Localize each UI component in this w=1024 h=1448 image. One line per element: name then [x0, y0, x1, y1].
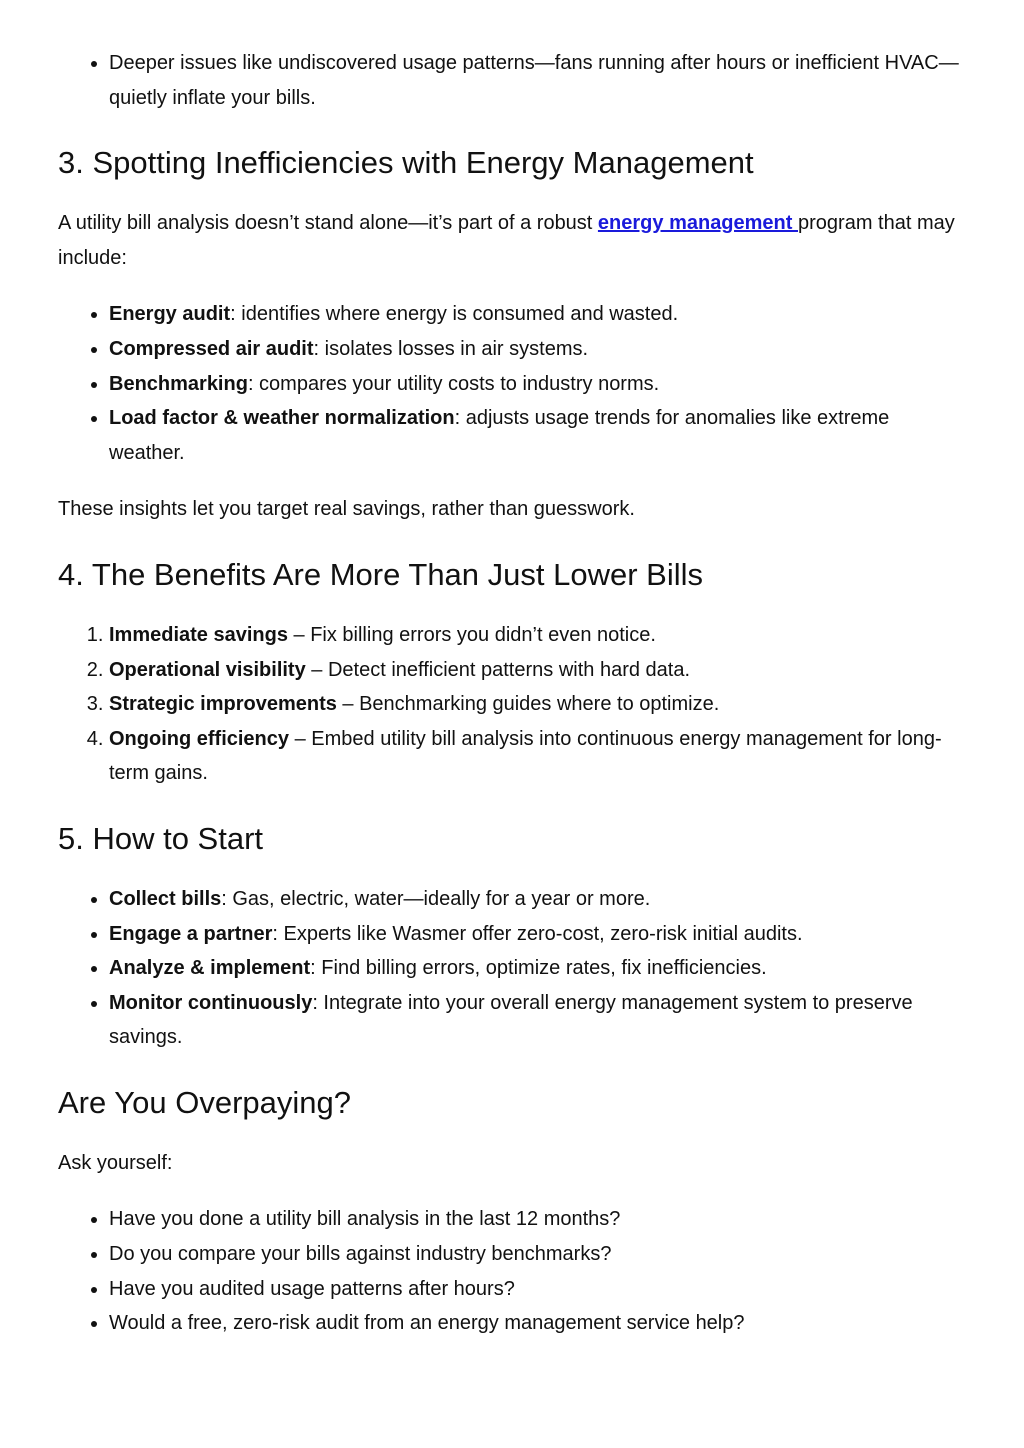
- item-text: : adjusts usage trends for anomalies like extreme weather.: [109, 407, 890, 464]
- list-item: • Deeper issues like undiscovered usage patterns—fans running after hours or inefficient HVAC—quietly inflate your bills.: [109, 46, 964, 115]
- section-3-paragraph: [58, 206, 964, 275]
- item-term: Benchmarking: [109, 372, 248, 395]
- list-item: [109, 951, 964, 986]
- item-text: : Gas, electric, water—ideally for a year or more.: [221, 887, 651, 910]
- section-6-prompt: Ask yourself:: [58, 1151, 173, 1174]
- item-text: : compares your utility costs to industry norms.: [247, 372, 660, 395]
- item-text: – Fix billing errors you didn’t even notice.: [287, 623, 656, 646]
- section-6-heading: Are You Overpaying?: [58, 1084, 351, 1120]
- paragraph-text: A utility bill analysis doesn’t stand alone—it’s part of a robust: [58, 212, 598, 235]
- item-term: Ongoing efficiency: [109, 727, 290, 750]
- item-term: Immediate savings: [109, 623, 288, 646]
- item-text: : identifies where energy is consumed and wasted.: [230, 303, 679, 326]
- list-item: [109, 332, 964, 367]
- item-term: Energy audit: [109, 303, 231, 326]
- list-item: • Do you compare your bills against industry benchmarks?: [109, 1237, 964, 1272]
- intro-list: [58, 46, 964, 115]
- list-item: [109, 653, 964, 688]
- section-6-list: [58, 1202, 964, 1340]
- item-term: Operational visibility: [109, 658, 306, 681]
- section-4-list: [58, 618, 964, 791]
- list-item: [109, 687, 964, 722]
- item-text: : isolates losses in air systems.: [313, 337, 589, 360]
- item-text: : Integrate into your overall energy management system to preserve savings.: [109, 991, 913, 1049]
- list-item: [109, 618, 964, 653]
- item-term: Analyze & implement: [109, 957, 311, 980]
- item-text: – Embed utility bill analysis into continuous energy management for long-term gains.: [109, 727, 942, 785]
- list-item: [109, 401, 964, 470]
- list-item: [109, 917, 964, 952]
- item-text: – Detect inefficient patterns with hard data.: [305, 658, 691, 681]
- section-5-heading: 5. How to Start: [58, 820, 264, 856]
- item-text: – Benchmarking guides where to optimize.: [336, 693, 720, 716]
- item-term: Engage a partner: [109, 922, 273, 945]
- list-item: • Have you audited usage patterns after hours?: [109, 1272, 964, 1307]
- section-5-list: [58, 882, 964, 1055]
- list-item: [109, 297, 964, 332]
- item-term: Monitor continuously: [109, 991, 313, 1014]
- item-text: : Find billing errors, optimize rates, fix inefficiencies.: [310, 957, 767, 980]
- list-item: • Would a free, zero-risk audit from an energy management service help?: [109, 1306, 964, 1341]
- section-3-heading: 3. Spotting Inefficiencies with Energy Management: [58, 145, 754, 181]
- list-item: [109, 882, 964, 917]
- item-term: Compressed air audit: [109, 337, 314, 360]
- item-term: Load factor & weather normalization: [109, 407, 455, 430]
- list-item: [109, 722, 964, 791]
- section-3-closing: These insights let you target real savings, rather than guesswork.: [58, 498, 635, 521]
- energy-management-link[interactable]: energy management: [597, 212, 798, 235]
- article-body: [58, 46, 964, 1341]
- item-text: : Experts like Wasmer offer zero-cost, zero-risk initial audits.: [272, 922, 803, 945]
- item-term: Strategic improvements: [109, 693, 337, 716]
- list-item: [109, 986, 964, 1055]
- item-term: Collect bills: [109, 887, 222, 910]
- list-item: [109, 367, 964, 402]
- list-item: • Have you done a utility bill analysis in the last 12 months?: [109, 1202, 964, 1237]
- section-3-list: [58, 297, 964, 470]
- paragraph-text: program that may include:: [58, 212, 955, 269]
- section-4-heading: 4. The Benefits Are More Than Just Lower Bills: [58, 556, 704, 592]
